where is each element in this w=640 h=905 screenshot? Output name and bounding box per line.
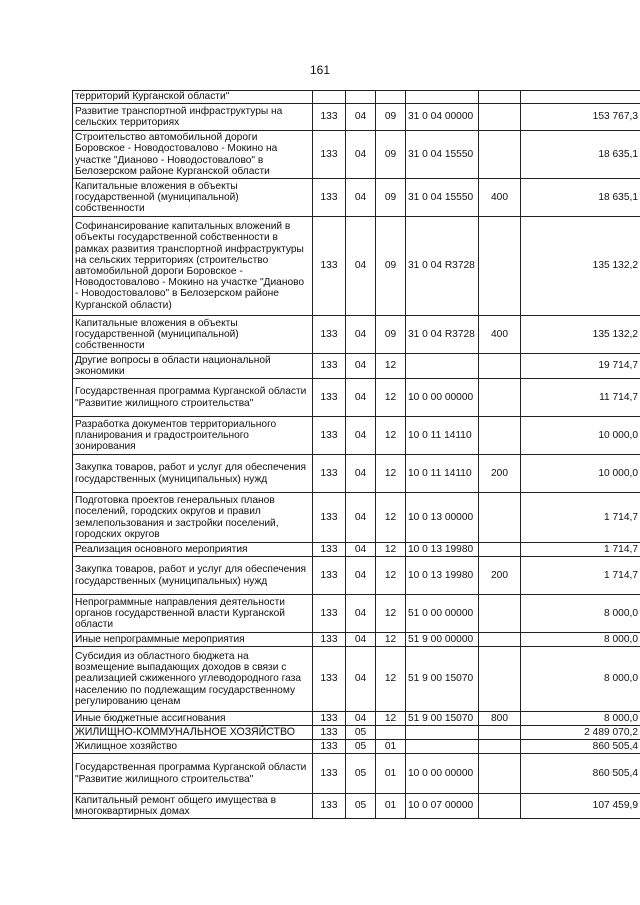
row-subsection xyxy=(376,91,406,104)
row-target-article xyxy=(406,726,479,740)
row-name: Реализация основного мероприятия xyxy=(73,543,313,557)
row-expense-type xyxy=(479,104,521,131)
row-subsection: 12 xyxy=(376,417,406,455)
row-amount: 11 714,7 xyxy=(521,379,640,417)
row-name: Иные непрограммные мероприятия xyxy=(73,633,313,647)
row-target-article: 51 0 00 00000 xyxy=(406,595,479,633)
row-section: 04 xyxy=(346,217,376,316)
row-name: Непрограммные направления деятельности органов государственной власти Курганской области xyxy=(73,595,313,633)
row-amount: 860 505,4 xyxy=(521,754,640,794)
row-section: 04 xyxy=(346,595,376,633)
row-amount xyxy=(521,91,640,104)
table-row xyxy=(73,557,640,595)
row-subsection: 12 xyxy=(376,647,406,712)
row-target-article: 10 0 00 00000 xyxy=(406,754,479,794)
row-ministry: 133 xyxy=(313,316,346,354)
row-section: 05 xyxy=(346,726,376,740)
row-name: Капитальные вложения в объекты государственной (муниципальной) собственности xyxy=(73,316,313,354)
row-subsection: 12 xyxy=(376,354,406,379)
table-row xyxy=(73,543,640,557)
row-target-article: 51 9 00 00000 xyxy=(406,633,479,647)
row-name: Государственная программа Курганской области "Развитие жилищного строительства" xyxy=(73,754,313,794)
table-row xyxy=(73,455,640,493)
row-target-article: 10 0 13 00000 xyxy=(406,493,479,543)
table-row xyxy=(73,794,640,819)
row-target-article: 10 0 13 19980 xyxy=(406,557,479,595)
row-amount: 8 000,0 xyxy=(521,595,640,633)
row-ministry: 133 xyxy=(313,131,346,179)
row-name: Государственная программа Курганской области "Развитие жилищного строительства" xyxy=(73,379,313,417)
row-name: Подготовка проектов генеральных планов поселений, городских округов и правил землепользования и застройки поселений, городских округов xyxy=(73,493,313,543)
row-expense-type: 200 xyxy=(479,557,521,595)
row-expense-type xyxy=(479,91,521,104)
row-amount: 10 000,0 xyxy=(521,455,640,493)
row-expense-type: 400 xyxy=(479,179,521,217)
row-target-article: 10 0 00 00000 xyxy=(406,379,479,417)
row-ministry: 133 xyxy=(313,104,346,131)
row-amount: 2 489 070,2 xyxy=(521,726,640,740)
row-section: 04 xyxy=(346,104,376,131)
row-amount: 18 635,1 xyxy=(521,179,640,217)
row-ministry: 133 xyxy=(313,647,346,712)
row-section: 05 xyxy=(346,754,376,794)
row-ministry: 133 xyxy=(313,740,346,754)
table-row xyxy=(73,316,640,354)
table-row xyxy=(73,91,640,104)
row-target-article: 10 0 07 00000 xyxy=(406,794,479,819)
row-name: Разработка документов территориального планирования и градостроительного зонирования xyxy=(73,417,313,455)
row-expense-type: 200 xyxy=(479,455,521,493)
row-amount: 8 000,0 xyxy=(521,647,640,712)
row-expense-type xyxy=(479,217,521,316)
table-row xyxy=(73,379,640,417)
table-row xyxy=(73,417,640,455)
row-amount: 107 459,9 xyxy=(521,794,640,819)
row-subsection: 09 xyxy=(376,104,406,131)
row-section: 05 xyxy=(346,794,376,819)
row-section: 04 xyxy=(346,712,376,726)
row-ministry: 133 xyxy=(313,754,346,794)
row-subsection xyxy=(376,726,406,740)
row-target-article: 10 0 13 19980 xyxy=(406,543,479,557)
row-subsection: 01 xyxy=(376,754,406,794)
row-name: территорий Курганской области" xyxy=(73,91,313,104)
row-section: 04 xyxy=(346,179,376,217)
row-target-article: 31 0 04 00000 xyxy=(406,104,479,131)
table-row xyxy=(73,712,640,726)
row-subsection: 12 xyxy=(376,379,406,417)
row-section: 04 xyxy=(346,379,376,417)
row-name: Закупка товаров, работ и услуг для обеспечения государственных (муниципальных) нужд xyxy=(73,557,313,595)
table-row xyxy=(73,647,640,712)
row-name: Развитие транспортной инфраструктуры на сельских территориях xyxy=(73,104,313,131)
row-amount: 135 132,2 xyxy=(521,217,640,316)
row-amount: 10 000,0 xyxy=(521,417,640,455)
row-name: Жилищное хозяйство xyxy=(73,740,313,754)
row-target-article: 10 0 11 14110 xyxy=(406,417,479,455)
row-amount: 153 767,3 xyxy=(521,104,640,131)
row-section: 04 xyxy=(346,131,376,179)
row-target-article: 10 0 11 14110 xyxy=(406,455,479,493)
row-name: Капитальные вложения в объекты государственной (муниципальной) собственности xyxy=(73,179,313,217)
row-subsection: 09 xyxy=(376,179,406,217)
row-expense-type xyxy=(479,754,521,794)
table-row xyxy=(73,131,640,179)
row-ministry: 133 xyxy=(313,794,346,819)
row-ministry: 133 xyxy=(313,726,346,740)
row-ministry: 133 xyxy=(313,179,346,217)
row-ministry: 133 xyxy=(313,557,346,595)
row-expense-type xyxy=(479,647,521,712)
row-subsection: 12 xyxy=(376,557,406,595)
row-target-article: 31 0 04 R3728 xyxy=(406,316,479,354)
table-row xyxy=(73,595,640,633)
row-subsection: 01 xyxy=(376,794,406,819)
row-section: 04 xyxy=(346,354,376,379)
row-subsection: 09 xyxy=(376,217,406,316)
row-amount: 135 132,2 xyxy=(521,316,640,354)
row-ministry: 133 xyxy=(313,633,346,647)
row-target-article: 51 9 00 15070 xyxy=(406,647,479,712)
row-expense-type xyxy=(479,794,521,819)
row-target-article xyxy=(406,740,479,754)
row-subsection: 01 xyxy=(376,740,406,754)
row-name: Субсидия из областного бюджета на возмещение выпадающих доходов в связи с реализацией сжиженного углеводородного газа населению по подлежащим государственному регулированию ценам xyxy=(73,647,313,712)
row-expense-type xyxy=(479,740,521,754)
page-number: 161 xyxy=(309,63,331,77)
row-amount: 1 714,7 xyxy=(521,493,640,543)
row-section: 04 xyxy=(346,633,376,647)
row-ministry: 133 xyxy=(313,417,346,455)
row-section: 04 xyxy=(346,543,376,557)
row-expense-type xyxy=(479,595,521,633)
table-row xyxy=(73,104,640,131)
row-ministry: 133 xyxy=(313,217,346,316)
row-target-article xyxy=(406,91,479,104)
row-target-article: 31 0 04 15550 xyxy=(406,179,479,217)
row-name: Иные бюджетные ассигнования xyxy=(73,712,313,726)
row-name: ЖИЛИЩНО-КОММУНАЛЬНОЕ ХОЗЯЙСТВО xyxy=(73,726,313,740)
row-ministry: 133 xyxy=(313,354,346,379)
row-section: 04 xyxy=(346,455,376,493)
row-section: 05 xyxy=(346,740,376,754)
row-name: Закупка товаров, работ и услуг для обеспечения государственных (муниципальных) нужд xyxy=(73,455,313,493)
row-name: Строительство автомобильной дороги Боровское - Новодостовалово - Мокино на участке "Дианово - Новодостовалово" в Белозерском районе Курганской области xyxy=(73,131,313,179)
row-expense-type xyxy=(479,131,521,179)
row-target-article: 51 9 00 15070 xyxy=(406,712,479,726)
row-target-article xyxy=(406,354,479,379)
row-amount: 1 714,7 xyxy=(521,543,640,557)
row-expense-type xyxy=(479,493,521,543)
table-row xyxy=(73,354,640,379)
row-section: 04 xyxy=(346,647,376,712)
table-row xyxy=(73,179,640,217)
row-expense-type xyxy=(479,633,521,647)
row-ministry: 133 xyxy=(313,455,346,493)
row-subsection: 09 xyxy=(376,131,406,179)
row-ministry xyxy=(313,91,346,104)
row-subsection: 12 xyxy=(376,543,406,557)
row-expense-type xyxy=(479,417,521,455)
row-amount: 8 000,0 xyxy=(521,633,640,647)
row-section: 04 xyxy=(346,493,376,543)
row-name: Софинансирование капитальных вложений в объекты государственной собственности в рамках развития транспортной инфраструктуры на сельских территориях (строительство автомобильной дороги Боровское - Новодостовалово - Мокино на участке "Дианово - Новодостовалово" в Белозерском районе Курганской области) xyxy=(73,217,313,316)
row-ministry: 133 xyxy=(313,595,346,633)
row-target-article: 31 0 04 R3728 xyxy=(406,217,479,316)
row-ministry: 133 xyxy=(313,379,346,417)
table-row xyxy=(73,217,640,316)
budget-table xyxy=(72,90,640,819)
row-subsection: 12 xyxy=(376,455,406,493)
row-section: 04 xyxy=(346,557,376,595)
row-subsection: 12 xyxy=(376,633,406,647)
table-row xyxy=(73,754,640,794)
row-expense-type: 800 xyxy=(479,712,521,726)
row-amount: 18 635,1 xyxy=(521,131,640,179)
row-section: 04 xyxy=(346,316,376,354)
row-ministry: 133 xyxy=(313,712,346,726)
row-ministry: 133 xyxy=(313,493,346,543)
table-row xyxy=(73,493,640,543)
row-amount: 8 000,0 xyxy=(521,712,640,726)
row-name: Капитальный ремонт общего имущества в многоквартирных домах xyxy=(73,794,313,819)
row-expense-type xyxy=(479,543,521,557)
row-ministry: 133 xyxy=(313,543,346,557)
row-expense-type xyxy=(479,379,521,417)
row-amount: 860 505,4 xyxy=(521,740,640,754)
row-expense-type xyxy=(479,726,521,740)
row-subsection: 12 xyxy=(376,712,406,726)
row-subsection: 09 xyxy=(376,316,406,354)
row-amount: 1 714,7 xyxy=(521,557,640,595)
row-target-article: 31 0 04 15550 xyxy=(406,131,479,179)
row-amount: 19 714,7 xyxy=(521,354,640,379)
row-expense-type: 400 xyxy=(479,316,521,354)
table-row xyxy=(73,726,640,740)
row-expense-type xyxy=(479,354,521,379)
row-section xyxy=(346,91,376,104)
row-section: 04 xyxy=(346,417,376,455)
row-subsection: 12 xyxy=(376,595,406,633)
row-subsection: 12 xyxy=(376,493,406,543)
table-row xyxy=(73,740,640,754)
row-name: Другие вопросы в области национальной экономики xyxy=(73,354,313,379)
table-row xyxy=(73,633,640,647)
